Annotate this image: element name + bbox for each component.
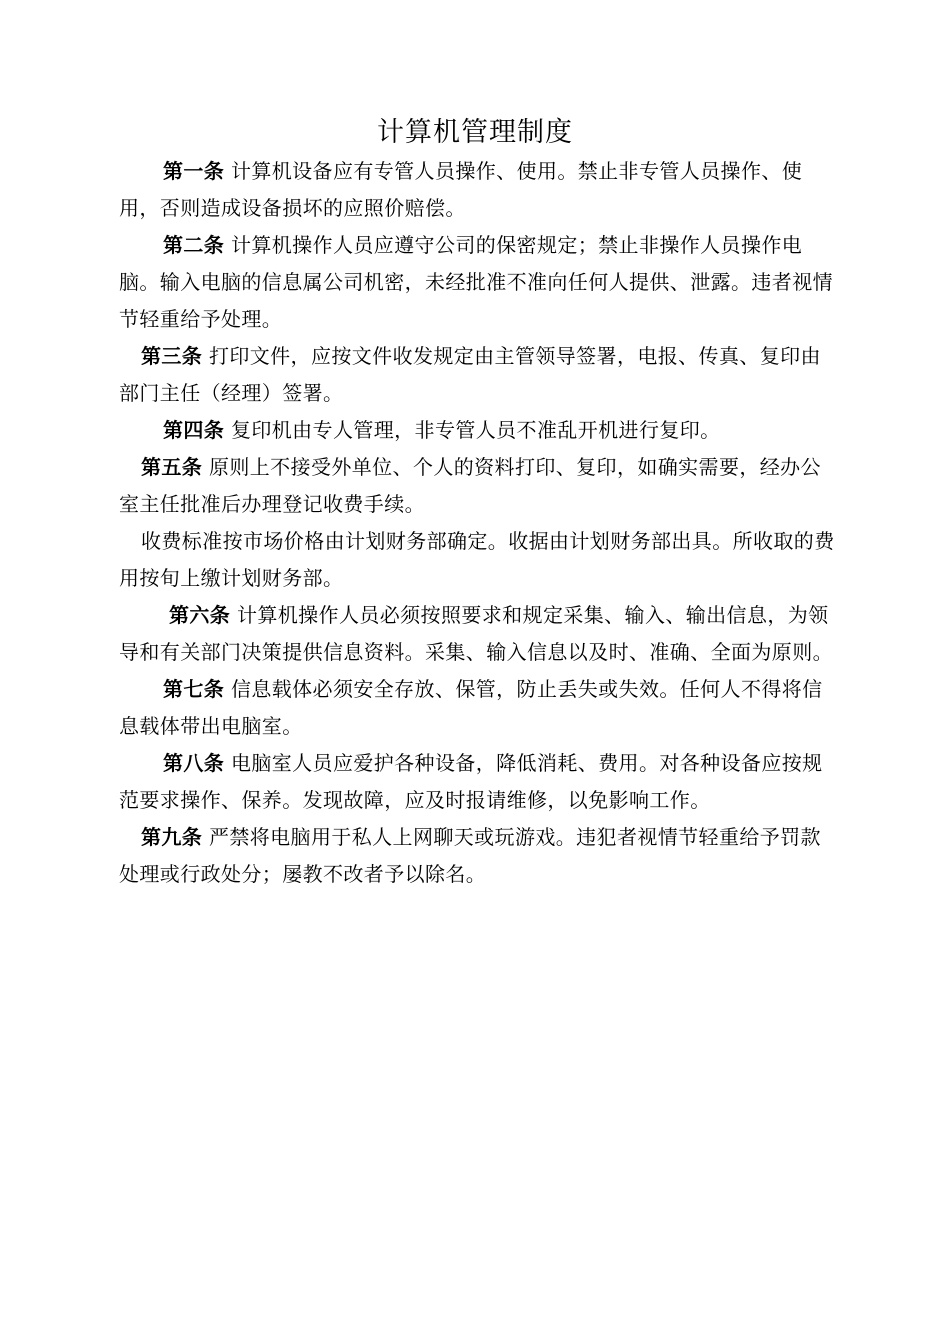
article-label: 第六条	[169, 603, 231, 627]
article-text: 电脑室人员应爱护各种设备，降低消耗、费用。对各种设备应按规范要求操作、保养。发现故障，应及时报请维修，以免影响工作。	[119, 751, 823, 812]
article-text: 信息载体必须安全存放、保管，防止丢失或失效。任何人不得将信息载体带出电脑室。	[119, 677, 823, 738]
article-2	[119, 227, 835, 338]
article-text: 计算机操作人员应遵守公司的保密规定；禁止非操作人员操作电脑。输入电脑的信息属公司机密，未经批准不准向任何人提供、泄露。违者视情节轻重给予处理。	[119, 233, 833, 331]
article-5-fee-paragraph	[119, 523, 835, 597]
article-text: 计算机操作人员必须按照要求和规定采集、输入、输出信息，为领导和有关部门决策提供信息资料。采集、输入信息以及时、准确、全面为原则。	[119, 603, 833, 664]
article-text: 原则上不接受外单位、个人的资料打印、复印，如确实需要，经办公室主任批准后办理登记收费手续。	[119, 455, 821, 516]
article-9	[119, 819, 835, 893]
article-label: 第四条	[163, 418, 225, 442]
article-8	[119, 745, 835, 819]
article-6	[119, 597, 835, 671]
article-3	[119, 338, 835, 412]
article-1	[119, 153, 835, 227]
article-5	[119, 449, 835, 523]
article-7	[119, 671, 835, 745]
article-text: 收费标准按市场价格由计划财务部确定。收据由计划财务部出具。所收取的费用按旬上缴计划财务部。	[119, 529, 835, 590]
article-4	[119, 412, 835, 449]
article-text: 严禁将电脑用于私人上网聊天或玩游戏。违犯者视情节轻重给予罚款处理或行政处分；屡教不改者予以除名。	[119, 825, 821, 886]
document-title: 计算机管理制度	[377, 117, 573, 148]
article-label: 第一条	[163, 159, 225, 183]
article-text: 打印文件，应按文件收发规定由主管领导签署，电报、传真、复印由部门主任（经理）签署。	[119, 344, 821, 405]
article-label: 第三条	[141, 344, 203, 368]
article-label: 第九条	[141, 825, 203, 849]
article-text: 计算机设备应有专管人员操作、使用。禁止非专管人员操作、使用，否则造成设备损坏的应照价赔偿。	[119, 159, 803, 220]
article-label: 第七条	[163, 677, 225, 701]
article-label: 第八条	[163, 751, 225, 775]
document-body	[119, 153, 835, 893]
article-text: 复印机由专人管理，非专管人员不准乱开机进行复印。	[224, 418, 721, 442]
article-label: 第二条	[163, 233, 225, 257]
article-label: 第五条	[141, 455, 203, 479]
